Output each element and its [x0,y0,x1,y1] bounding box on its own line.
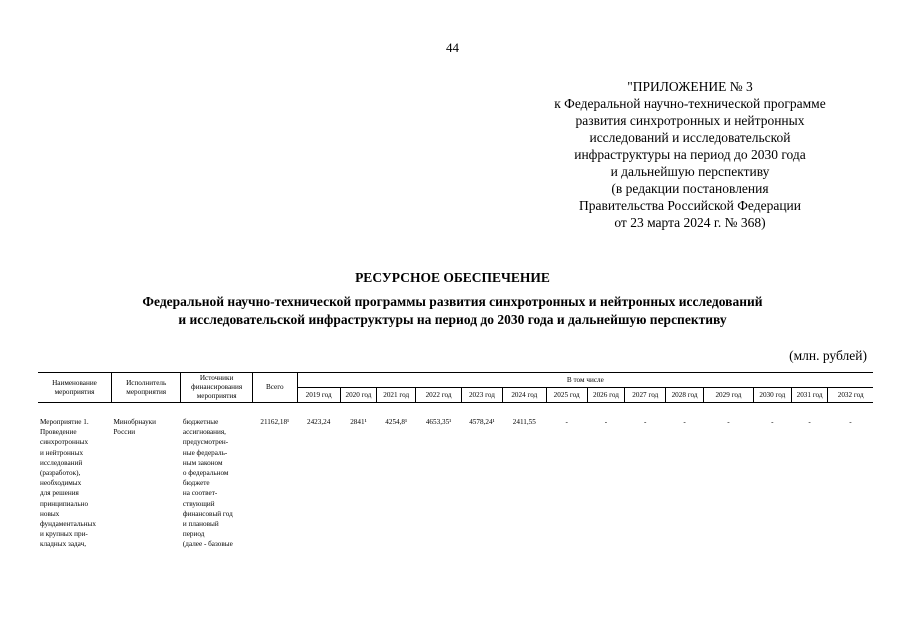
appendix-line: и дальнейшую перспективу [610,164,770,179]
appendix-line: (в редакции постановления [611,181,769,196]
cell-year-value: - [644,418,647,426]
header-including: В том числе [297,373,873,388]
cell-year-value: - [604,418,608,426]
header-source-line: Источники [199,374,234,382]
page-number: 44 [446,40,459,55]
header-year: 2032 год [828,388,873,403]
cell-year-value: 4653,35¹ [425,418,452,426]
header-name: Наименование мероприятия [38,373,111,403]
cell-line: предусмотрен- [182,438,229,447]
cell-line: бюджете [182,479,210,488]
cell-line: фундаментальных [40,520,96,529]
cell-line: Минобрнауки [113,418,157,426]
header-year: 2022 год [416,388,462,403]
header-year: 2019 год [297,388,340,403]
cell-total: 21162,18¹ [260,418,290,426]
cell-year-value: - [565,418,568,426]
header-executor: Исполнитель мероприятия [111,373,180,403]
cell-line: на соответ- [182,489,218,498]
cell-line: необходимых [40,479,82,488]
header-year: 2021 год [377,388,416,403]
resource-table [38,372,873,550]
units-label: (млн. рублей) [789,348,867,363]
cell-line: для решения [40,489,79,498]
cell-executor [111,403,180,550]
header-total: Всего [252,373,297,403]
cell-year-value: - [727,418,730,426]
cell-year-value: 4578,24¹ [469,418,495,426]
cell-line: кладных задач, [40,540,86,549]
cell-source [181,403,252,550]
cell-line: ассигнования, [182,428,226,437]
appendix-line: развития синхротронных и нейтронных [575,113,805,128]
cell-line: ствующий [182,499,215,508]
cell-line: и нейтронных [40,448,84,457]
document-subtitle [0,293,905,329]
cell-line: России [113,428,136,437]
cell-year-value: - [808,418,811,426]
header-source-line: мероприятия [196,392,237,400]
header-source [181,373,252,403]
document-title: РЕСУРСНОЕ ОБЕСПЕЧЕНИЕ [355,270,550,285]
cell-year-value: 4254,8¹ [385,418,408,426]
cell-line: и крупных при- [40,530,88,539]
appendix-line: инфраструктуры на период до 2030 года [574,147,806,162]
appendix-line: исследований и исследовательской [589,130,791,145]
cell-year-value: 2423,24 [306,418,331,426]
appendix-line: "ПРИЛОЖЕНИЕ № 3 [627,79,753,94]
cell-line: принципиально [40,499,89,508]
cell-year-value: - [849,418,852,426]
cell-line: Проведение [40,428,77,437]
header-year: 2023 год [462,388,503,403]
cell-line: финансовый год [182,509,233,518]
header-year: 2027 год [625,388,666,403]
cell-name [38,403,111,550]
cell-year-value: 2841¹ [350,418,367,426]
cell-line: бюджетные [182,418,219,426]
cell-year-value: - [683,418,686,426]
cell-line: Мероприятие 1. [40,418,89,426]
cell-line: (далее - базовые [182,540,233,549]
subtitle-line: Федеральной научно-технической программы развития синхротронных и нейтронных исследований [142,294,763,309]
header-year: 2030 год [753,388,791,403]
header-year: 2020 год [340,388,377,403]
header-year: 2031 год [791,388,828,403]
header-year: 2026 год [587,388,625,403]
header-source-line: финансирования [191,383,243,391]
header-year: 2028 год [666,388,704,403]
cell-year-value: - [771,418,774,426]
table-row [38,403,873,550]
appendix-line: Правительства Российской Федерации [579,198,801,213]
cell-line: исследований [40,458,83,467]
header-year: 2025 год [546,388,587,403]
header-year: 2024 год [502,388,546,403]
cell-line: период [182,530,205,539]
subtitle-line: и исследовательской инфраструктуры на период до 2030 года и дальнейшую перспективу [178,312,727,327]
cell-line: новых [40,509,60,518]
cell-line: синхротронных [40,438,89,447]
appendix-block [520,78,860,231]
header-year: 2029 год [703,388,753,403]
cell-year-value: 2411,55 [512,418,536,426]
cell-line: ным законом [182,458,223,467]
cell-line: ные федераль- [182,448,228,457]
appendix-line: к Федеральной научно-технической программе [554,96,826,111]
cell-line: (разработок), [40,469,81,478]
cell-line: и плановый [182,520,219,529]
appendix-line: от 23 марта 2024 г. № 368) [614,215,766,230]
cell-line: о федеральном [182,469,229,478]
